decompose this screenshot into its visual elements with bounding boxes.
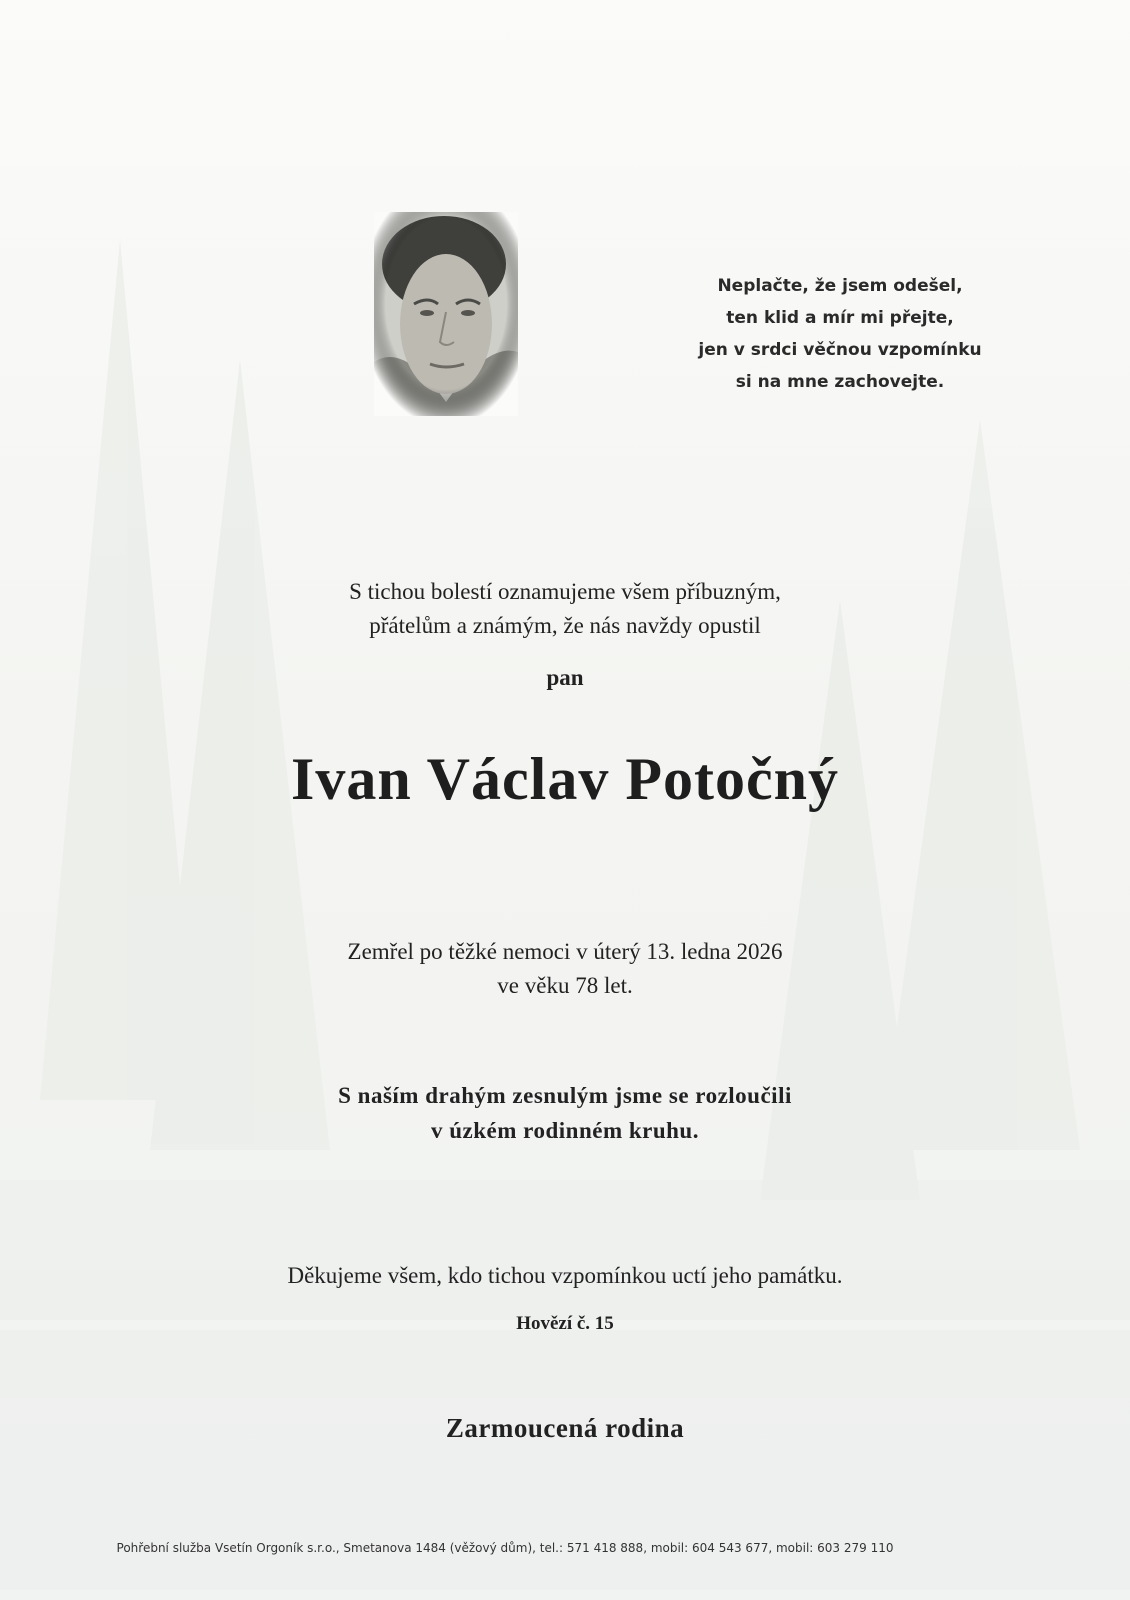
death-line: Zemřel po těžké nemoci v úterý 13. ledna 2026 [347,939,783,964]
farewell-line: S naším drahým zesnulým jsme se rozloučili [338,1083,792,1108]
verse-line: Neplačte, že jsem odešel, [717,276,963,296]
family-signature: Zarmoucená rodina [445,1413,685,1443]
memorial-verse [690,270,990,398]
intro-line: S tichou bolestí oznamujeme všem příbuzným, [349,579,781,604]
thanks-line: Děkujeme všem, kdo tichou vzpomínkou uctí jeho památku. [287,1263,843,1288]
announcement-intro [0,575,1130,643]
portrait-photo [374,212,518,416]
deceased-name: Ivan Václav Potočný [291,746,839,812]
verse-line: ten klid a mír mi přejte, [726,308,954,328]
farewell-line: v úzkém rodinném kruhu. [431,1118,699,1143]
verse-line: jen v srdci věčnou vzpomínku [698,340,982,360]
verse-line: si na mne zachovejte. [735,372,945,392]
address: Hovězí č. 15 [516,1313,614,1334]
honorific: pan [546,665,584,690]
intro-line: přátelům a známým, že nás navždy opustil [369,613,761,638]
death-line: ve věku 78 let. [497,973,633,998]
farewell-note [0,1078,1130,1148]
death-details [0,935,1130,1003]
funeral-service-footer: Pohřební služba Vsetín Orgoník s.r.o., Smetanova 1484 (věžový dům), tel.: 571 418 888, mobil: 604 543 677, mobil: 603 279 110 [116,1541,894,1555]
